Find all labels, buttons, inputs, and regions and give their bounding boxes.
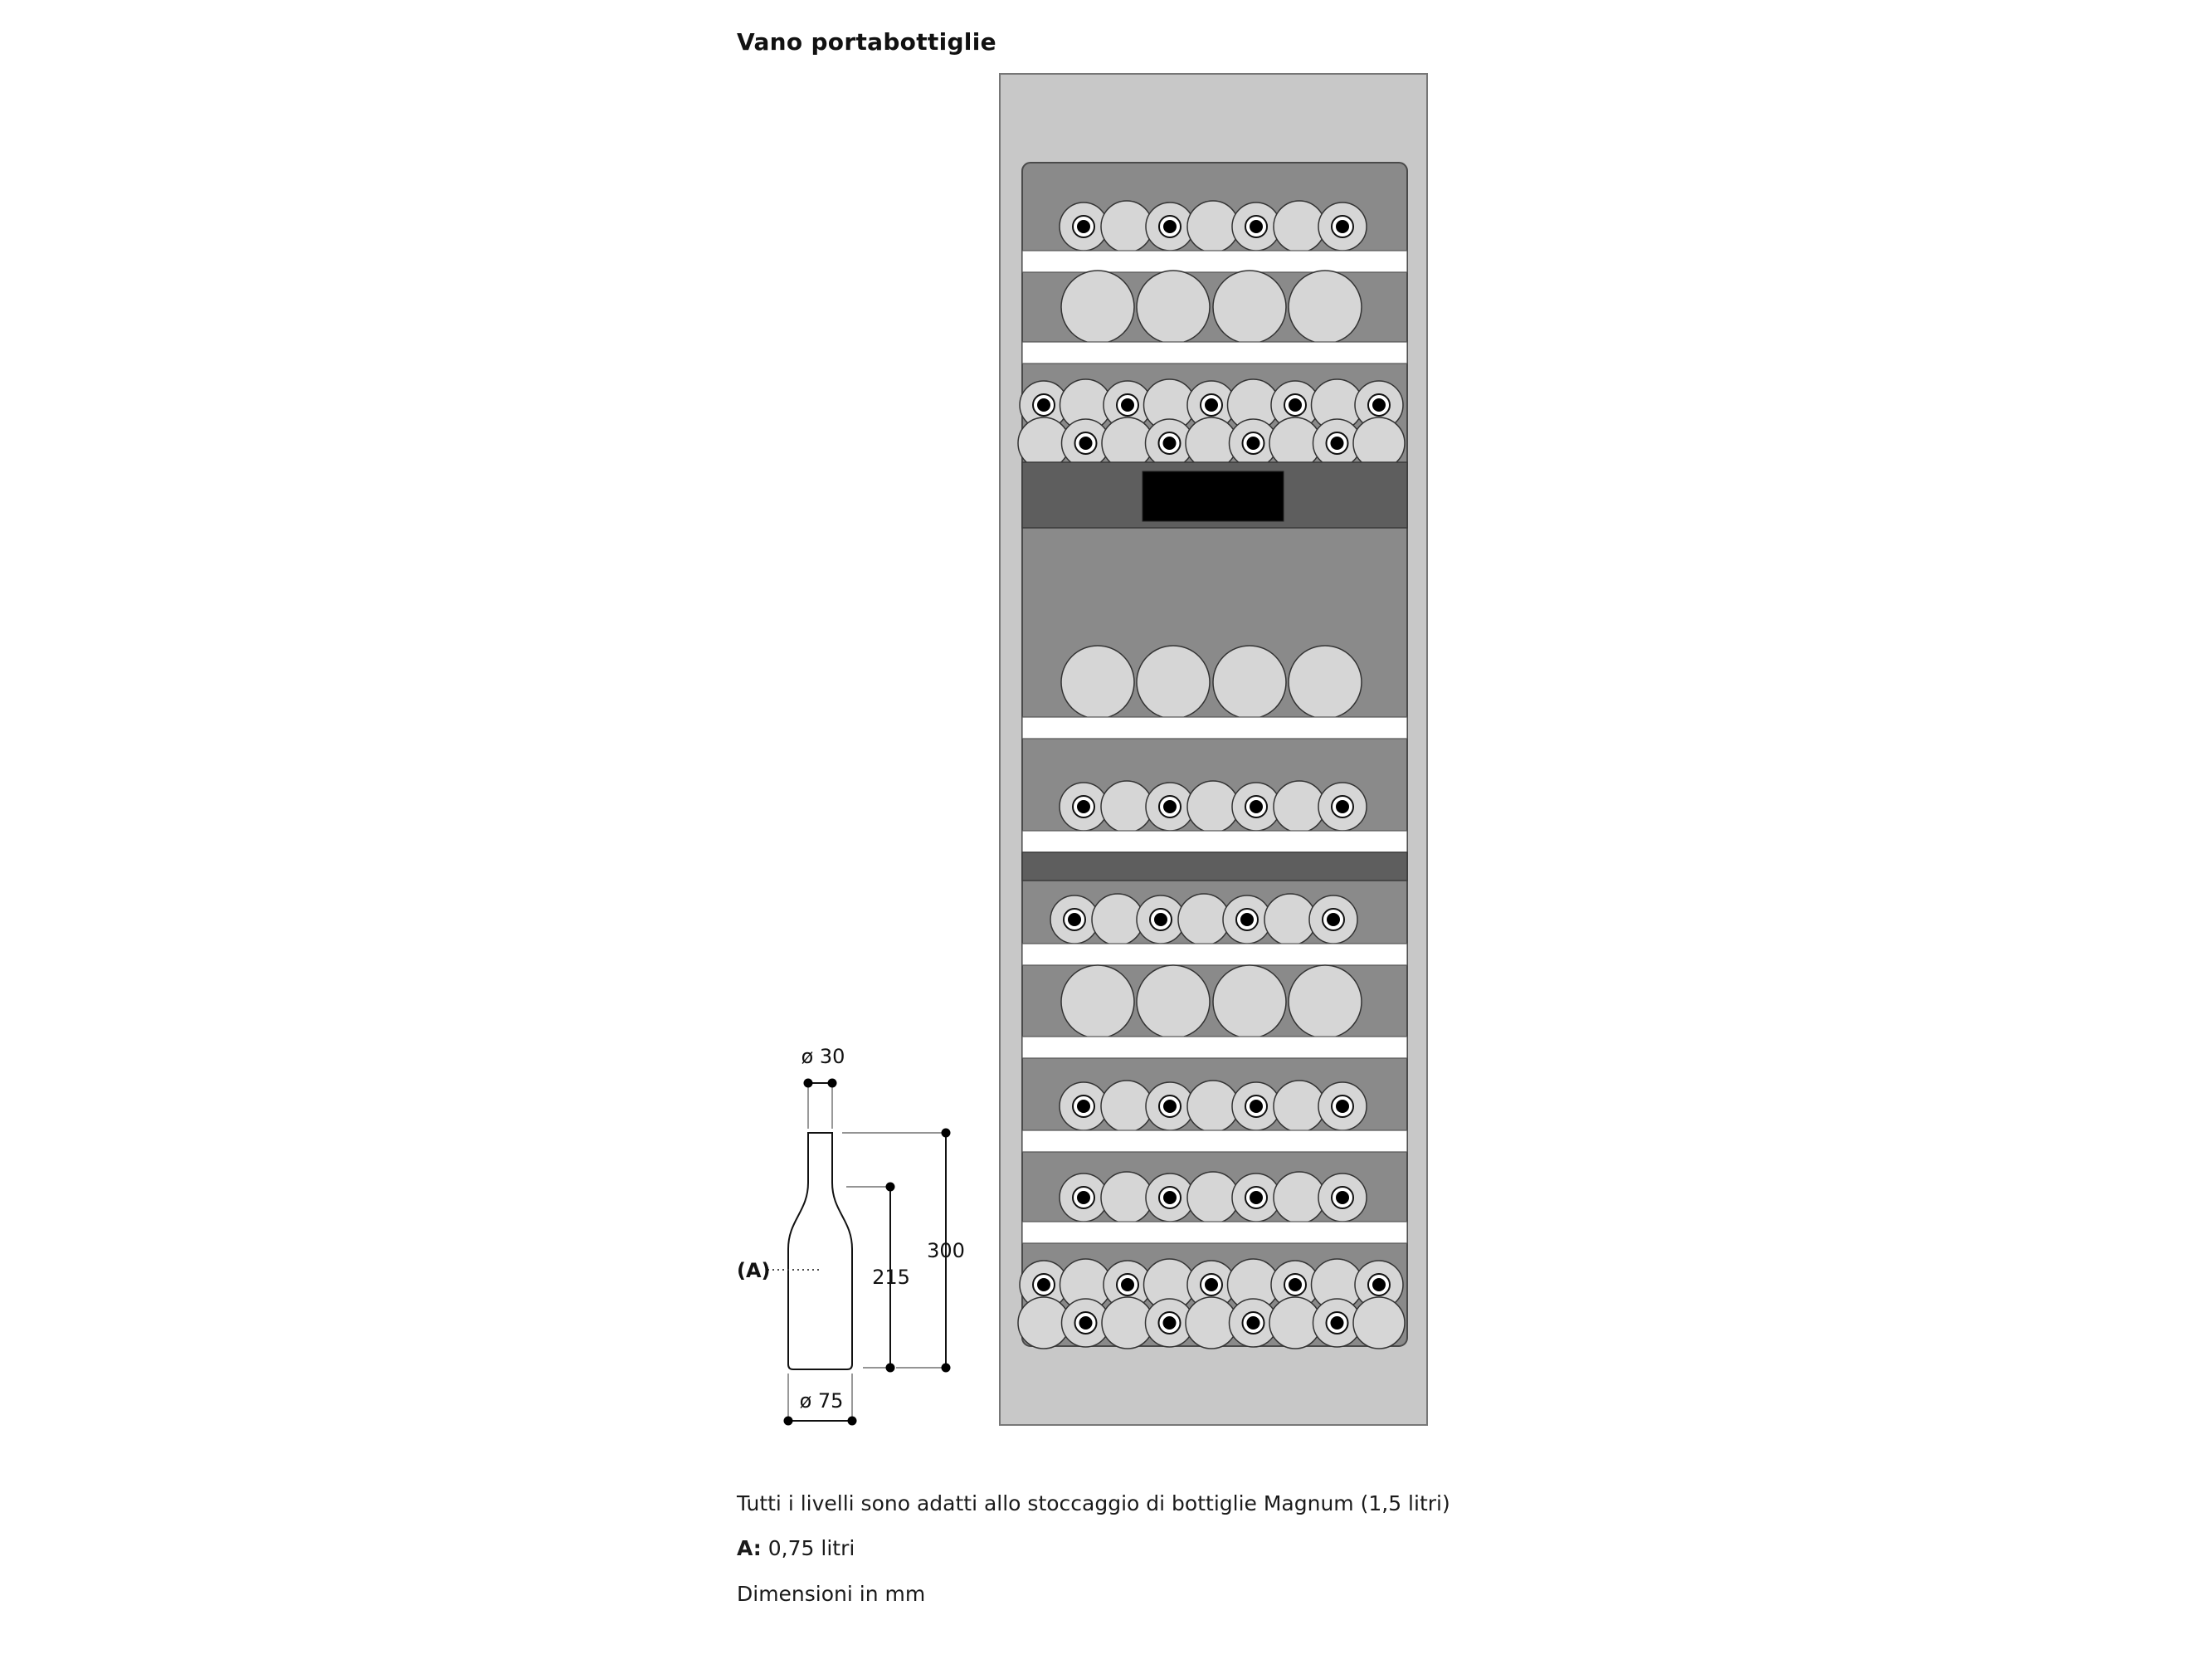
level-0-bottle-4-cork xyxy=(1250,220,1263,233)
level-2-upper-8-cork xyxy=(1372,398,1386,412)
level-8-magnum-0 xyxy=(1061,965,1134,1038)
level-9-bottle-6-cork xyxy=(1336,1100,1349,1113)
base-diameter-label: ø 75 xyxy=(799,1389,844,1413)
level-7-bottle-5 xyxy=(1264,894,1316,945)
total-height-label: 300 xyxy=(927,1239,965,1262)
level-5-bottle-3 xyxy=(1187,781,1239,832)
level-8-magnum-3 xyxy=(1289,965,1362,1038)
page-title: Vano portabottiglie xyxy=(737,28,996,56)
shoulder-dim-dot-top xyxy=(886,1183,895,1192)
level-1-magnum-1 xyxy=(1137,271,1210,344)
control-display xyxy=(1143,471,1284,521)
level-2-upper-6-cork xyxy=(1289,398,1302,412)
level-8-magnum-2 xyxy=(1213,965,1286,1038)
neck-dim-dot-left xyxy=(804,1079,813,1088)
level-9-bottle-3 xyxy=(1187,1081,1239,1132)
level-5-bottle-5 xyxy=(1274,781,1325,832)
bottle-marker-label: (A) xyxy=(737,1259,771,1282)
base-dim-dot-left xyxy=(784,1417,793,1426)
level-0-bottle-5 xyxy=(1274,201,1325,252)
level-10-bottle-3 xyxy=(1187,1172,1239,1223)
level-4-magnum-3 xyxy=(1289,646,1362,719)
capacity-value: 0,75 litri xyxy=(761,1536,855,1560)
level-2-lower-3-cork xyxy=(1163,437,1177,450)
level-0-bottle-3 xyxy=(1187,201,1239,252)
level-5-bottle-6-cork xyxy=(1336,800,1349,813)
magnum-note: Tutti i livelli sono adatti allo stoccaggio di bottiglie Magnum (1,5 litri) xyxy=(737,1491,1450,1515)
level-11-upper-6-cork xyxy=(1289,1278,1302,1291)
total-dim-dot-top xyxy=(942,1129,951,1138)
shoulder-dim-dot-bottom xyxy=(886,1364,895,1373)
level-11-lower-1-cork xyxy=(1079,1316,1093,1330)
level-9-bottle-0-cork xyxy=(1077,1100,1090,1113)
level-2-upper-2-cork xyxy=(1121,398,1134,412)
level-10-bottle-4-cork xyxy=(1250,1191,1263,1204)
shelf-4 xyxy=(1022,717,1407,739)
neck-diameter-label: ø 30 xyxy=(801,1045,845,1068)
units-note: Dimensioni in mm xyxy=(737,1582,926,1606)
shelf-7 xyxy=(1022,944,1407,965)
level-11-upper-4-cork xyxy=(1205,1278,1218,1291)
level-11-lower-8 xyxy=(1353,1297,1405,1349)
level-8-magnum-1 xyxy=(1137,965,1210,1038)
level-11-upper-8-cork xyxy=(1372,1278,1386,1291)
shelf-5 xyxy=(1022,831,1407,852)
level-9-bottle-1 xyxy=(1101,1081,1152,1132)
level-1-magnum-2 xyxy=(1213,271,1286,344)
shelf-8 xyxy=(1022,1037,1407,1058)
level-10-bottle-5 xyxy=(1274,1172,1325,1223)
shoulder-height-label: 215 xyxy=(872,1266,910,1289)
level-11-lower-5-cork xyxy=(1247,1316,1260,1330)
level-2-lower-5-cork xyxy=(1247,437,1260,450)
capacity-note xyxy=(737,1536,855,1560)
level-0-bottle-6-cork xyxy=(1336,220,1349,233)
level-11-lower-3-cork xyxy=(1163,1316,1177,1330)
cabinet-interior xyxy=(1018,163,1407,1349)
level-0-bottle-1 xyxy=(1101,201,1152,252)
level-7-bottle-4-cork xyxy=(1240,913,1254,926)
level-1-magnum-0 xyxy=(1061,271,1134,344)
zone-divider xyxy=(1022,852,1407,881)
level-7-bottle-0-cork xyxy=(1068,913,1081,926)
level-2-upper-0-cork xyxy=(1037,398,1050,412)
bottle-dimension-drawing xyxy=(737,1045,965,1426)
level-7-bottle-6-cork xyxy=(1327,913,1340,926)
bottle-outline xyxy=(788,1133,852,1369)
level-5-bottle-4-cork xyxy=(1250,800,1263,813)
level-10-bottle-6-cork xyxy=(1336,1191,1349,1204)
level-9-bottle-5 xyxy=(1274,1081,1325,1132)
shelf-10 xyxy=(1022,1222,1407,1243)
level-2-lower-1-cork xyxy=(1079,437,1093,450)
level-5-bottle-0-cork xyxy=(1077,800,1090,813)
level-11-upper-0-cork xyxy=(1037,1278,1050,1291)
level-10-bottle-2-cork xyxy=(1163,1191,1177,1204)
level-5-bottle-2-cork xyxy=(1163,800,1177,813)
shelf-1 xyxy=(1022,342,1407,364)
level-4-magnum-2 xyxy=(1213,646,1286,719)
level-5-bottle-1 xyxy=(1101,781,1152,832)
level-2-lower-7-cork xyxy=(1331,437,1344,450)
base-dim-dot-right xyxy=(848,1417,857,1426)
level-9-bottle-4-cork xyxy=(1250,1100,1263,1113)
shelf-9 xyxy=(1022,1130,1407,1152)
level-7-bottle-1 xyxy=(1092,894,1143,945)
level-0-bottle-2-cork xyxy=(1163,220,1177,233)
level-0-bottle-0-cork xyxy=(1077,220,1090,233)
level-9-bottle-2-cork xyxy=(1163,1100,1177,1113)
level-4-magnum-0 xyxy=(1061,646,1134,719)
level-10-bottle-1 xyxy=(1101,1172,1152,1223)
level-2-upper-4-cork xyxy=(1205,398,1218,412)
cabinet-interior-bg xyxy=(1022,163,1407,1346)
level-4-magnum-1 xyxy=(1137,646,1210,719)
capacity-key: A: xyxy=(737,1536,762,1560)
neck-dim-dot-right xyxy=(828,1079,837,1088)
level-11-upper-2-cork xyxy=(1121,1278,1134,1291)
level-2-lower-8 xyxy=(1353,417,1405,469)
level-1-magnum-3 xyxy=(1289,271,1362,344)
level-11-lower-7-cork xyxy=(1331,1316,1344,1330)
shelf-0 xyxy=(1022,251,1407,272)
level-10-bottle-0-cork xyxy=(1077,1191,1090,1204)
total-dim-dot-bottom xyxy=(942,1364,951,1373)
level-7-bottle-2-cork xyxy=(1154,913,1167,926)
level-7-bottle-3 xyxy=(1178,894,1230,945)
